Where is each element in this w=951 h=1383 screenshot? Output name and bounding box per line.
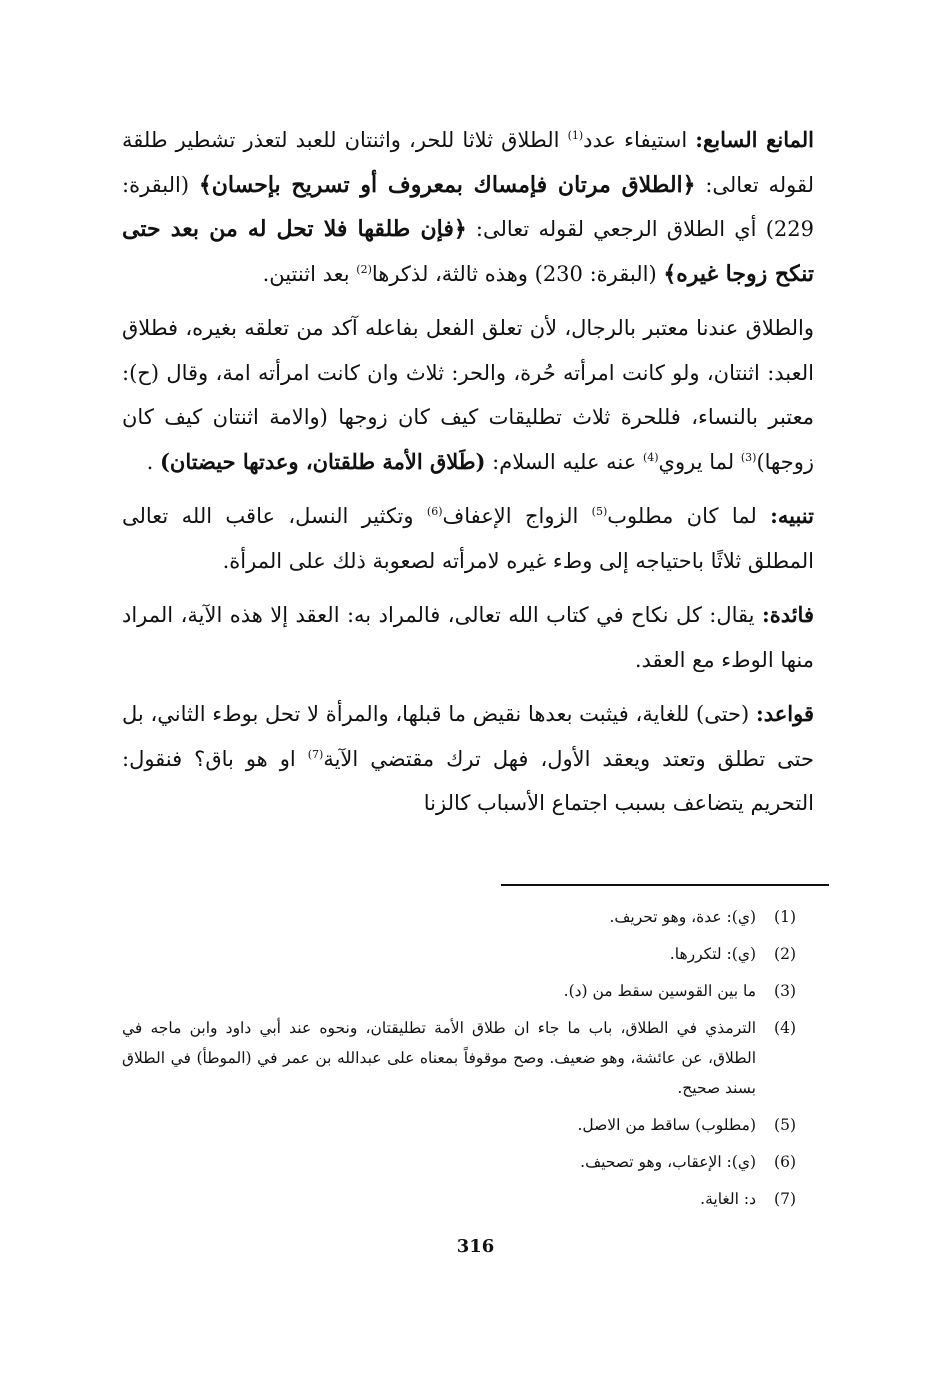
footnote-text: (مطلوب) ساقط من الاصل. [577, 1116, 756, 1134]
text-run: وتكثير النسل، عاقب الله تعالى المطلق ثلاثًا باحتياجه إلى وطء غيره لامرأته لصعوبة ذلك على المرأة. [122, 504, 814, 573]
paragraph-benefit [122, 593, 814, 682]
text-run: عنه عليه السلام: [485, 449, 643, 474]
footnote-number: (7) [774, 1190, 796, 1208]
paragraph-rules [122, 692, 814, 826]
footnote-item [122, 1013, 796, 1103]
footnote-number: (6) [774, 1153, 796, 1171]
footnote-number: (4) [774, 1019, 796, 1037]
paragraph-heading: قواعد: [755, 701, 814, 726]
footnote-text: ما بين القوسين سقط من (د). [563, 982, 756, 1000]
footnote-ref[interactable]: (5) [591, 505, 608, 518]
footnote-ref[interactable]: (4) [642, 450, 659, 464]
text-run: او هو باق؟ فنقول: التحريم يتضاعف بسبب اجتماع الأسباب كالزنا [122, 746, 814, 815]
footnote-text: (ي): لتكررها. [669, 945, 756, 963]
text-run: (حتى) للغاية، فيثبت بعدها نقيض ما قبلها، والمرأة لا تحل بوطء الثاني، بل حتى تطلق وتعتد ويعقد الأول، فهل ترك مقتضي الآية [122, 702, 814, 771]
footnote-ref[interactable]: (7) [307, 747, 324, 761]
footnote-item [122, 976, 796, 1006]
quran-verse: ﴿الطلاق مرتان فإمساك بمعروف أو تسريح بإحسان﴾ [198, 171, 696, 198]
footnote-text: الترمذي في الطلاق، باب ما جاء ان طلاق الأمة تطليقتان، ونحوه عند أبي داود وابن ماجه في الطلاق، عن عائشة، وهو ضعيف. وصح موقوفاً بمعناه على عبدالله بن عمر في (الموطأ) في الطلاق بسند صحيح. [122, 1019, 756, 1097]
text-run: الطلاق ثلاثا للحر، واثنتان للعبد لتعذر تشطير طلقة لقوله تعالى: [122, 128, 814, 197]
footnote-item [122, 902, 796, 932]
page-body [122, 118, 814, 832]
footnote-separator [501, 884, 829, 886]
paragraph-seventh-impediment [122, 118, 814, 296]
paragraph-divorce-by-men [122, 306, 814, 484]
text-run: لما كان مطلوب [607, 504, 771, 528]
footnote-item [122, 1147, 796, 1177]
footnote-text: (ي): الإعقاب، وهو تصحيف. [580, 1153, 756, 1171]
paragraph-heading: المانع السابع: [695, 127, 814, 152]
paragraph-heading: فائدة: [761, 602, 814, 627]
text-run: . [146, 449, 160, 474]
footnote-item [122, 1110, 796, 1140]
text-run: استيفاء عدد [583, 128, 696, 152]
text-run: لما يروي [658, 449, 741, 474]
footnote-text: د: الغاية. [700, 1190, 756, 1208]
footnote-item [122, 939, 796, 969]
quran-verse: ﴿فإن طلقها فلا تحل له من بعد حتى تنكح زوجا غيره﴾ [122, 216, 814, 287]
page-number: 316 [456, 1236, 495, 1257]
text-run: يقال: كل نكاح في كتاب الله تعالى، فالمراد به: العقد إلا هذه الآية، المراد منها الوطء مع العقد. [122, 603, 814, 672]
text-run: بعد اثنتين. [262, 261, 357, 286]
footnote-number: (5) [774, 1116, 796, 1134]
footnote-ref[interactable]: (6) [426, 505, 443, 518]
text-run: الزواج الإعفاف [442, 504, 592, 528]
footnote-ref[interactable]: (1) [567, 129, 584, 142]
text-run: (البقرة: 229) أي الطلاق الرجعي لقوله تعالى: [122, 172, 814, 241]
paragraph-notice [122, 494, 814, 583]
paragraph-heading: تنبيه: [770, 503, 814, 528]
footnote-ref[interactable]: (2) [356, 262, 372, 276]
footnotes [122, 902, 796, 1221]
text-run: (البقرة: 230) وهذه ثالثة، لذكرها [371, 261, 664, 286]
footnote-number: (3) [774, 982, 796, 1000]
footnote-text: (ي): عدة، وهو تحريف. [609, 908, 756, 926]
text-run: والطلاق عندنا معتبر بالرجال، لأن تعلق الفعل بفاعله آكد من تعلقه بغيره، فطلاق العبد: اثنتان، ولو كانت امرأته حُرة، والحر: ثلاث وان كانت امرأته امة، وقال (ح): معتبر بالنساء، فللحرة ثلاث تطليقات كيف كان زوجها (والامة اثنتان كيف كان زوجها) [122, 316, 814, 474]
footnote-number: (1) [774, 908, 796, 926]
footnote-item [122, 1184, 796, 1214]
hadith-quote: (طَلاق الأمة طلقتان، وعدتها حيضتان) [159, 448, 486, 474]
footnote-number: (2) [774, 945, 796, 963]
footnote-ref[interactable]: (3) [740, 450, 757, 464]
